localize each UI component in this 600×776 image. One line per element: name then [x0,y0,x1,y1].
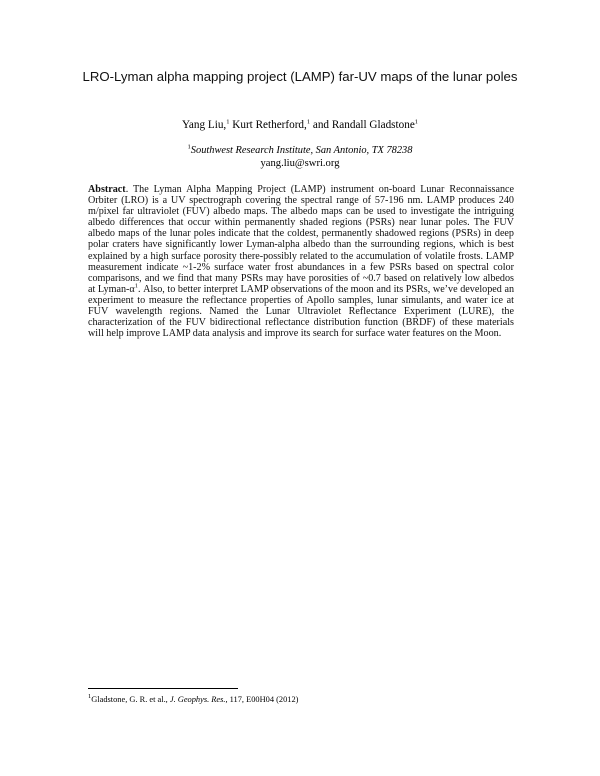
author-list [60,118,540,132]
paper-title: LRO-Lyman alpha mapping project (LAMP) far-UV maps of the lunar poles [82,69,518,84]
affiliation-mark: 1 [306,118,311,126]
institution: Southwest Research Institute, San Antonio, TX 78238 [190,145,413,156]
author-email: yang.liu@swri.org [260,158,340,169]
affiliation-mark: 1 [414,118,419,126]
footnote-divider [88,688,238,689]
abstract-text: . The Lyman Alpha Mapping Project (LAMP) instrument on-board Lunar Reconnaissance Orbiter (LRO) is a UV spectrograph covering the spectral range of 57-196 nm. LAMP produces 240 m/pixel far ultraviolet (FUV) albedo maps. The albedo maps can be used to investigate the intriguing albedo differences that occur within permanently shaded regions (PSRs) near lunar poles. The FUV albedo maps of the lunar poles indicate that the coldest, permanently shadowed regions (PSRs) in deep polar craters have significantly lower Lyman-alpha albedo than the surrounding regions, which is best explained by a high surface porosity there-possibly related to the accumulation of volatile frosts. LAMP measurement indicate ~1-2% surface water frost abundances in a few PSRs based on spectral color comparisons, and we find that many PSRs may have porosities of ~0.7 based on relatively low albedos at Lyman-α [88,184,514,295]
affiliation-mark: 1 [226,118,230,126]
affiliation-mark: 1 [187,143,191,151]
author-name: and Randall Gladstone [312,119,415,131]
abstract-text-continued: . Also, to better interpret LAMP observations of the moon and its PSRs, we’ve developed an experiment to measure the reflectance properties of Apollo samples, lunar simulants, and water ice at FUV wavelength regions. Named the Lunar Ultraviolet Reflectance Experiment (LURE), the characterization of the FUV bidirectional reflectance distribution function (BRDF) of these materials will help improve LAMP data analysis and improve its search for surface water features on the Moon. [88,283,515,340]
footnote-ref: 1 [134,282,138,290]
footnote-journal: J. Geophys. Res. [169,695,226,704]
abstract [88,184,514,339]
footnote-mark: 1 [88,693,92,701]
footnote [88,694,514,705]
footnote-authors: Gladstone, G. R. et al., [91,695,170,704]
affiliation [60,144,540,158]
author-name: Yang Liu, [181,119,227,131]
author-name: Kurt Retherford, [232,119,307,131]
footnote-details: , 117, E00H04 (2012) [225,695,299,704]
abstract-heading: Abstract [88,184,126,195]
